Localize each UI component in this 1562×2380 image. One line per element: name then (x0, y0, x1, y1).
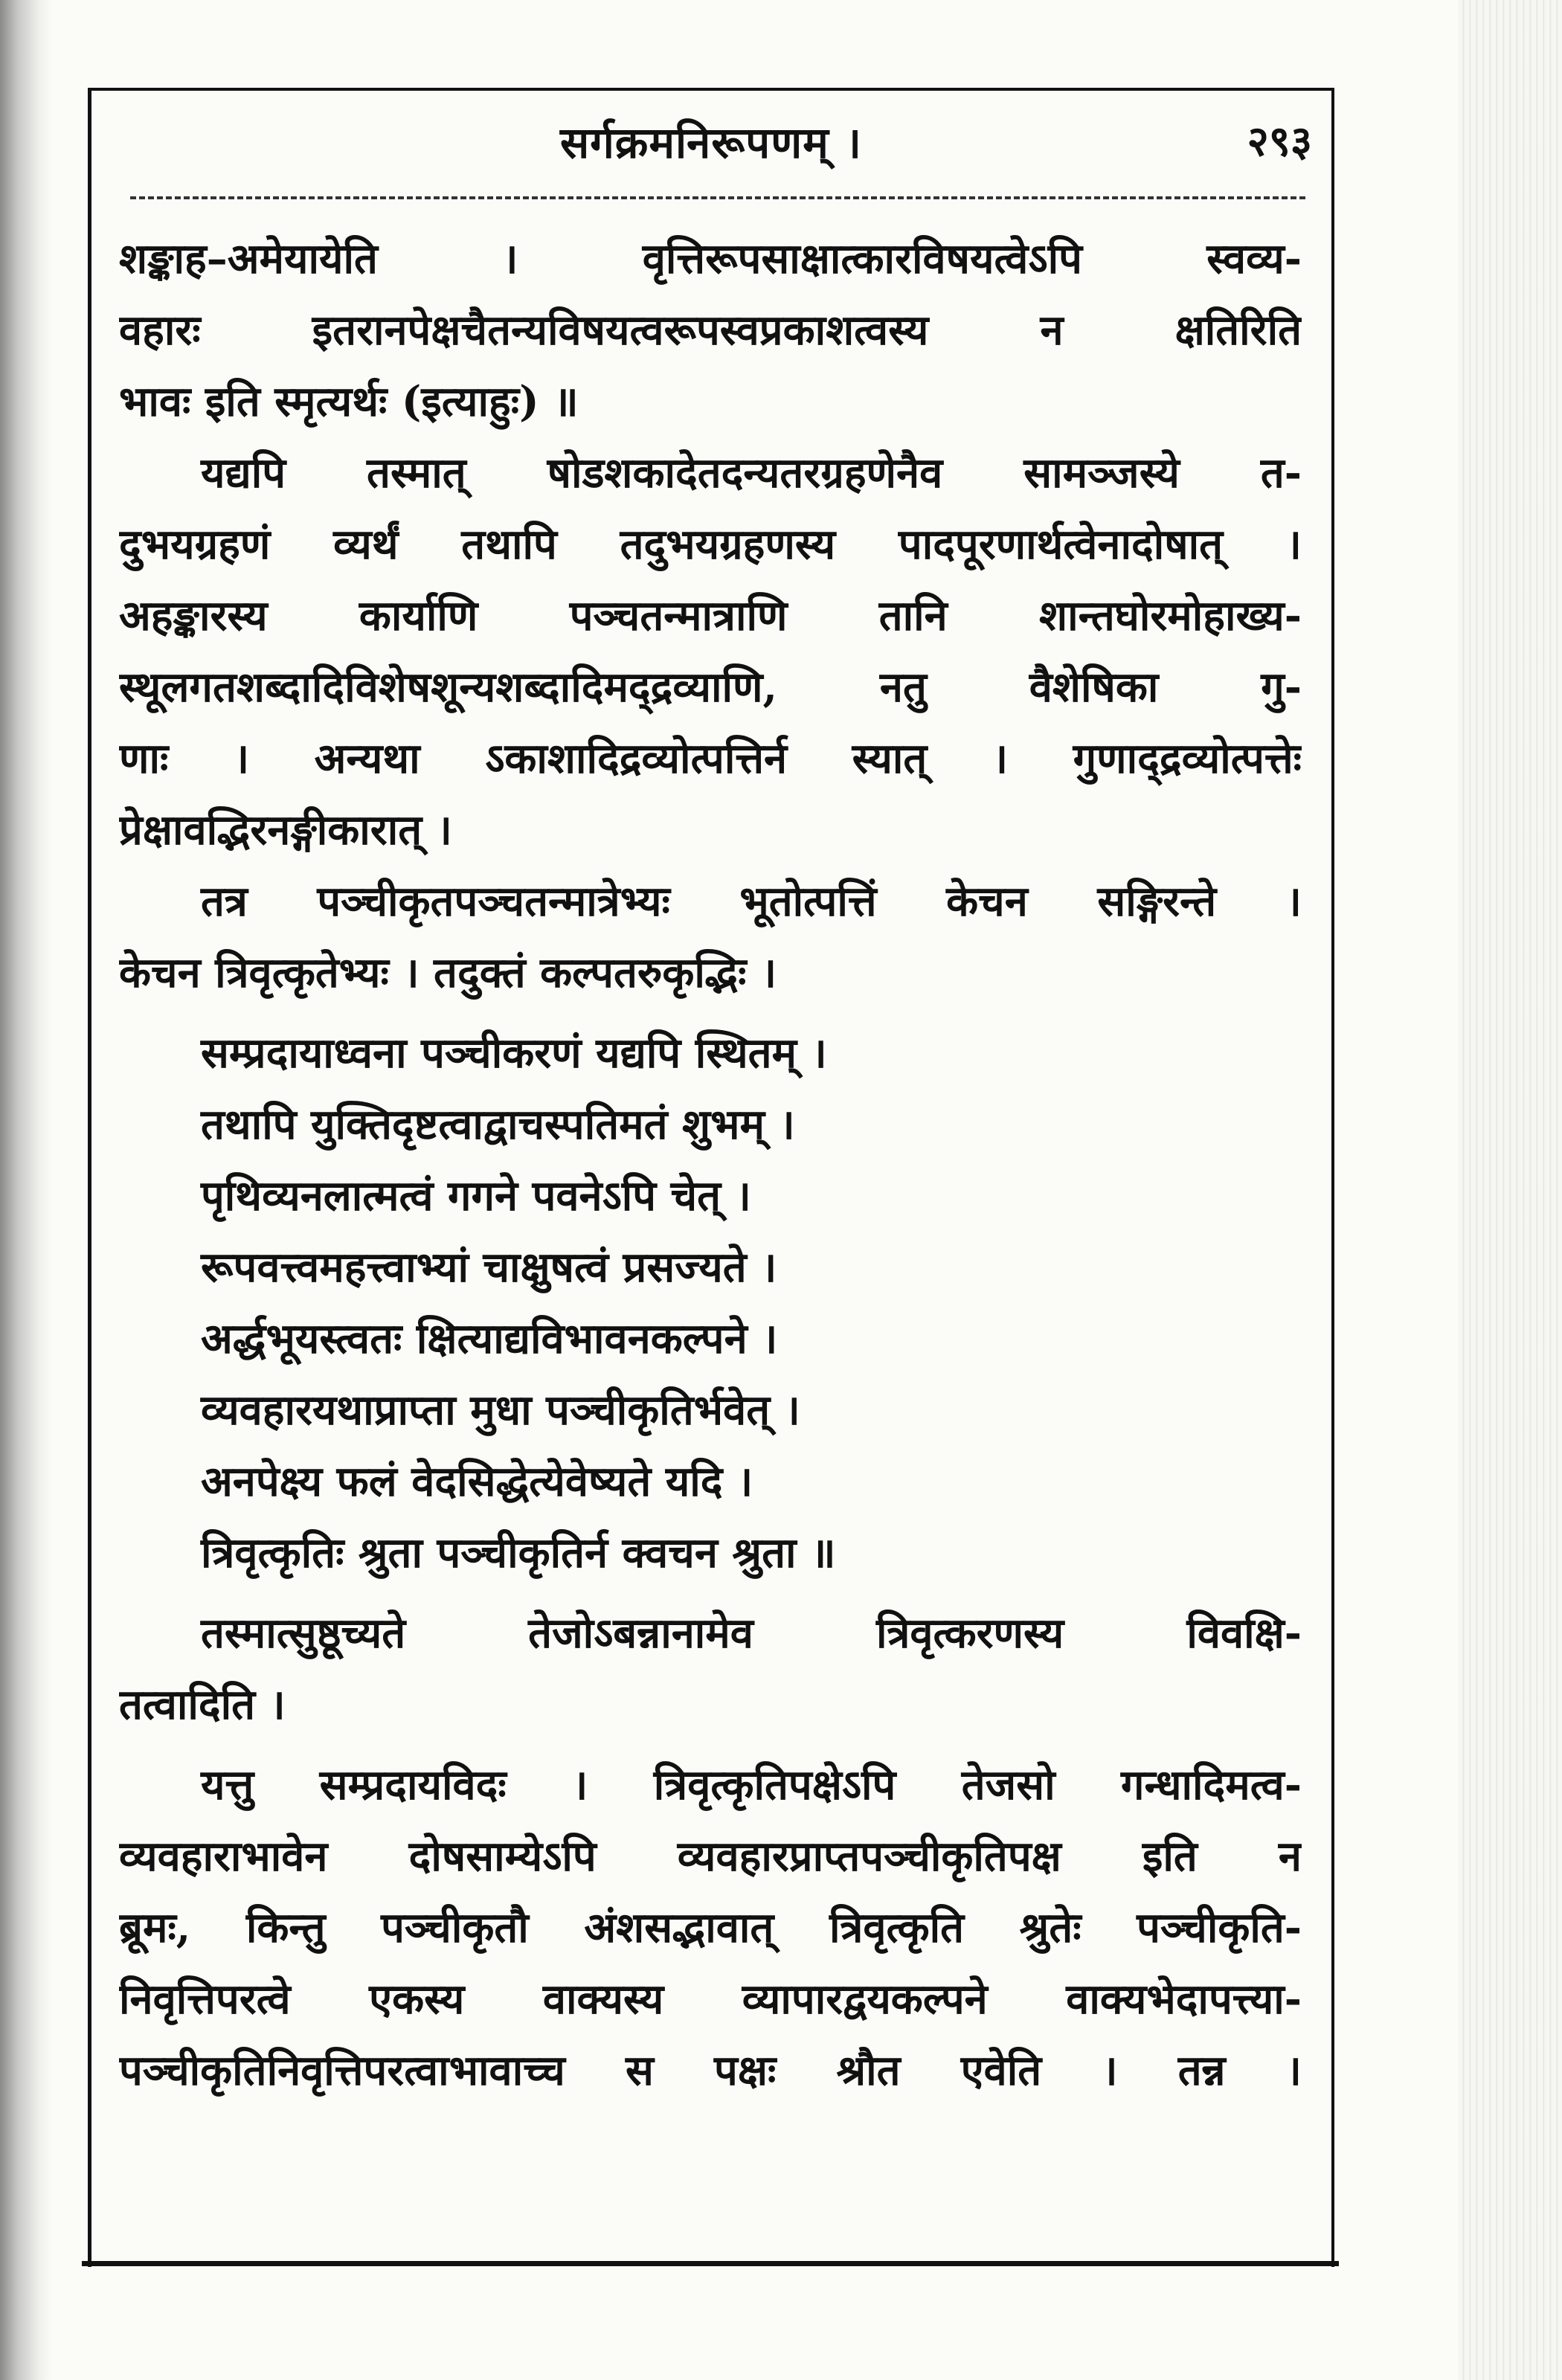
paragraph-3 (119, 866, 1302, 1009)
paragraph-5 (119, 1749, 1302, 2106)
page-header (88, 112, 1334, 178)
text-line: स्थूलगतशब्दादिविशेषशून्यशब्दादिमद्द्रव्याणि, नतु वैशेषिका गु- (119, 663, 1302, 712)
scan-edge-left (0, 0, 52, 2380)
text-line: वहारः इतरानपेक्षचैतन्यविषयत्वरूपस्वप्रकाशत्वस्य न क्षतिरिति (119, 306, 1302, 355)
text-line: यद्यपि तस्मात् षोडशकादेतदन्यतरग्रहणेनैव सामञ्जस्ये त- (201, 448, 1302, 498)
verse-line: सम्प्रदायाध्वना पञ्चीकरणं यद्यपि स्थितम् । (201, 1029, 827, 1078)
text-line: तस्मात्सुष्ठूच्यते तेजोऽबन्नानामेव त्रिवृत्करणस्य विवक्षि- (201, 1609, 1302, 1658)
paragraph-1 (119, 223, 1302, 437)
text-line: तत्वादिति । (119, 1680, 286, 1729)
text-line: तत्र पञ्चीकृतपञ्चतन्मात्रेभ्यः भूतोत्पत्तिं केचन सङ्गिरन्ते । (201, 877, 1302, 926)
verse-block (201, 1017, 1302, 1589)
text-line: निवृत्तिपरत्वे एकस्य वाक्यस्य व्यापारद्वयकल्पने वाक्यभेदापत्त्या- (119, 1975, 1302, 2024)
bottom-rule (82, 2261, 1339, 2266)
verse-line: अनपेक्ष्य फलं वेदसिद्धेत्येवेष्यते यदि । (201, 1457, 753, 1506)
text-line: दुभयग्रहणं व्यर्थं तथापि तदुभयग्रहणस्य पादपूरणार्थत्वेनादोषात् । (119, 520, 1302, 569)
text-line: णाः । अन्यथा ऽकाशादिद्रव्योत्पत्तिर्न स्यात् । गुणाद्द्रव्योत्पत्तेः (119, 734, 1302, 783)
paragraph-2 (119, 437, 1302, 866)
paragraph-4 (119, 1598, 1302, 1740)
text-line: व्यवहाराभावेन दोषसाम्येऽपि व्यवहारप्राप्तपञ्चीकृतिपक्ष इति न (119, 1832, 1302, 1881)
text-line: भावः इति स्मृत्यर्थः (इत्याहुः) ॥ (119, 377, 579, 426)
text-line: ब्रूमः, किन्तु पञ्चीकृतौ अंशसद्भावात् त्रिवृत्कृति श्रुतेः पञ्चीकृति- (119, 1903, 1302, 1952)
verse-line: तथापि युक्तिदृष्टत्वाद्वाचस्पतिमतं शुभम् । (201, 1100, 795, 1149)
text-line: प्रेक्षावद्भिरनङ्गीकारात् । (119, 805, 452, 855)
verse-line: पृथिव्यनलात्मत्वं गगने पवनेऽपि चेत् । (201, 1171, 751, 1220)
text-line: शङ्काह–अमेयायेति । वृत्तिरूपसाक्षात्कारविषयत्वेऽपि स्वव्य- (119, 234, 1302, 283)
scan-edge-right (1458, 0, 1562, 2380)
text-line: अहङ्कारस्य कार्याणि पञ्चतन्मात्राणि तानि शान्तघोरमोहाख्य- (119, 591, 1302, 640)
text-line: पञ्चीकृतिनिवृत्तिपरत्वाभावाच्च स पक्षः श्रौत एवेति । तन्न । (119, 2046, 1302, 2095)
verse-line: व्यवहारयथाप्राप्ता मुधा पञ्चीकृतिर्भवेत् । (201, 1386, 800, 1435)
verse-line: त्रिवृत्कृतिः श्रुता पञ्चीकृतिर्न क्वचन श्रुता ॥ (201, 1528, 836, 1577)
header-rule (130, 196, 1305, 199)
page-body (119, 223, 1302, 2106)
verse-line: रूपवत्त्वमहत्त्वाभ्यां चाक्षुषत्वं प्रसज्यते । (201, 1243, 777, 1292)
verse-line: अर्द्धभूयस्त्वतः क्षित्याद्यविभावनकल्पने । (201, 1314, 778, 1363)
text-line: केचन त्रिवृत्कृतेभ्यः । तदुक्तं कल्पतरुकृद्भिः । (119, 948, 777, 997)
text-line: यत्तु सम्प्रदायविदः । त्रिवृत्कृतिपक्षेऽपि तेजसो गन्धादिमत्व- (201, 1760, 1302, 1810)
page-number: २९३ (1247, 117, 1312, 166)
running-head: सर्गक्रमनिरूपणम् । (559, 118, 863, 168)
